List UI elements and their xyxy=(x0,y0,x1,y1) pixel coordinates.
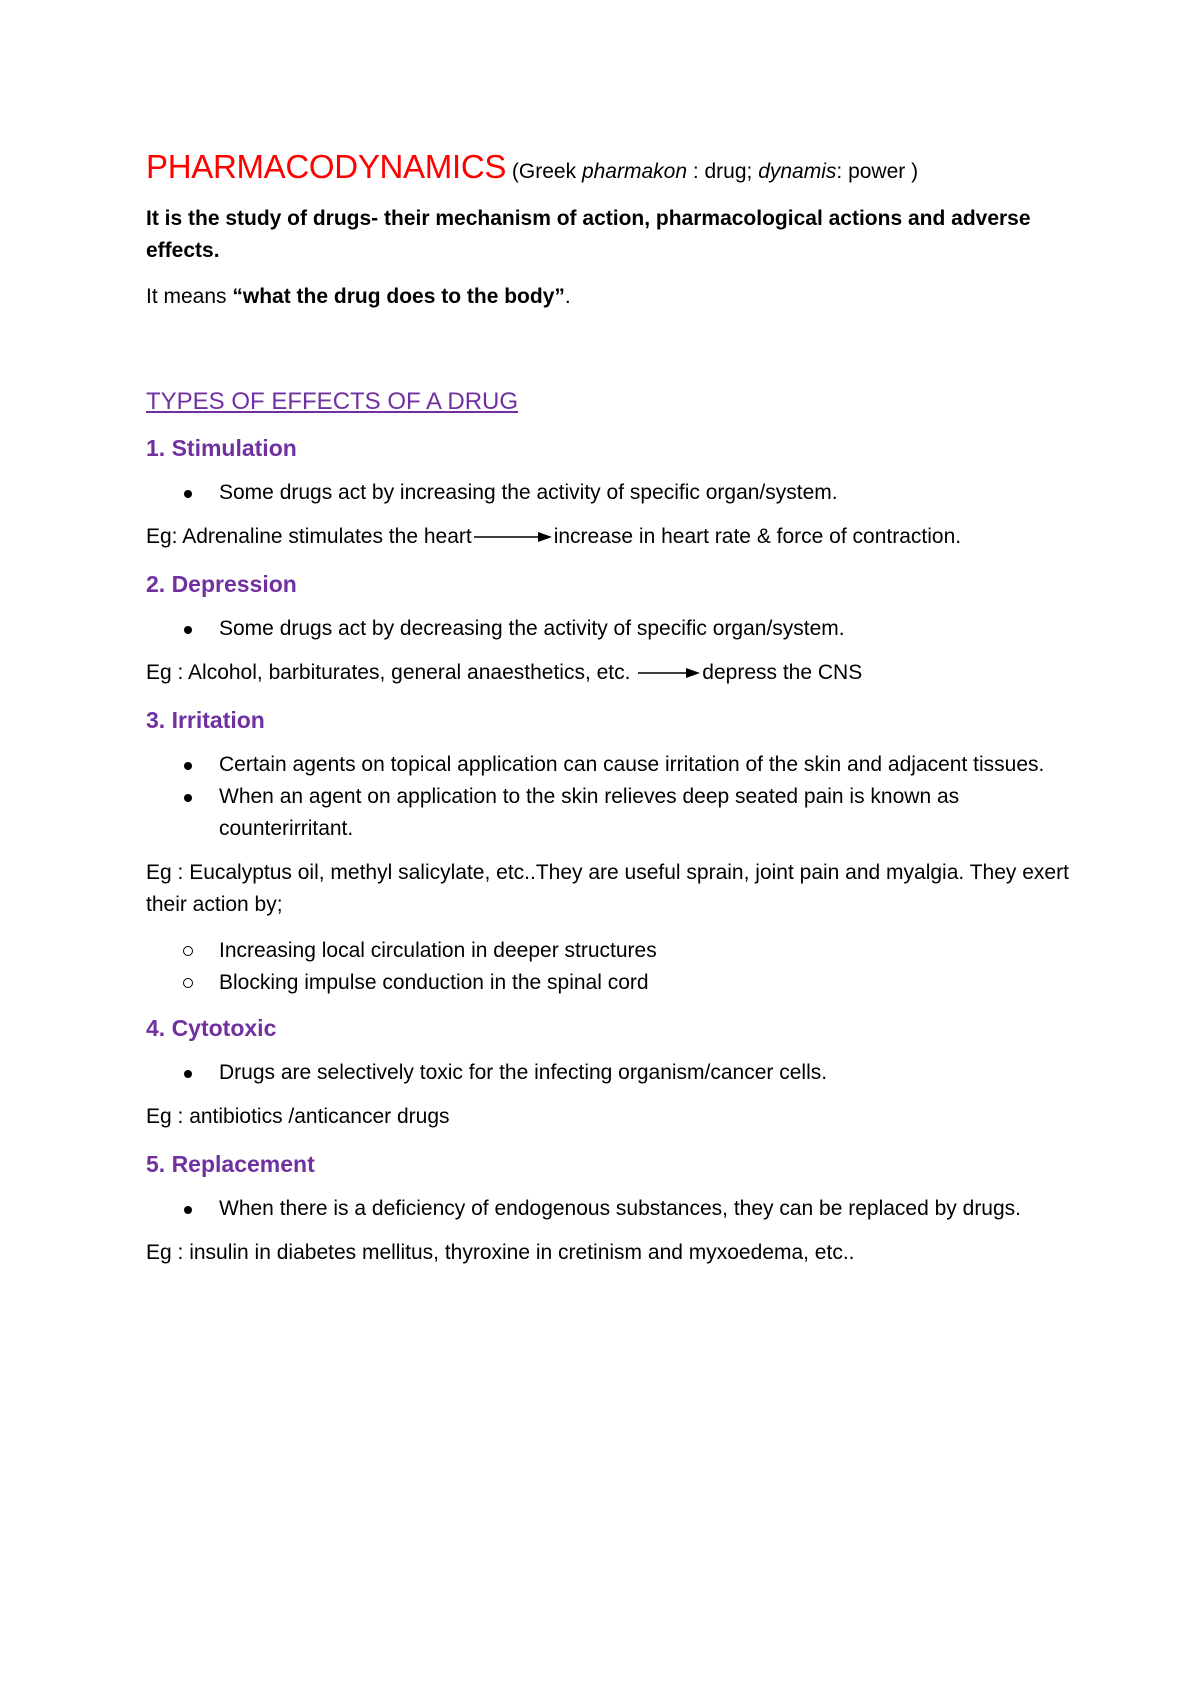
list-item xyxy=(146,613,1076,645)
example-right-text: depress the CNS xyxy=(702,661,863,684)
bullet-list-depression xyxy=(146,613,1076,645)
example-replacement: Eg : insulin in diabetes mellitus, thyroxine in cretinism and myxoedema, etc.. xyxy=(146,1241,855,1264)
heading-cytotoxic: 4. Cytotoxic xyxy=(146,1015,277,1041)
bullet-text: Certain agents on topical application can cause irritation of the skin and adjacent tissues. xyxy=(219,753,1045,776)
title-line xyxy=(146,150,1076,189)
arrow-right-icon xyxy=(474,531,552,543)
bullet-icon xyxy=(184,1070,192,1078)
circle-bullet-icon xyxy=(183,946,193,956)
meaning-line xyxy=(146,281,1076,313)
title-term-pharmakon: pharmakon xyxy=(581,160,687,183)
list-item xyxy=(146,935,1076,967)
bullet-list-stimulation xyxy=(146,477,1076,509)
bullet-list-cytotoxic xyxy=(146,1057,1076,1089)
bullet-icon xyxy=(184,1206,192,1214)
meaning-quote: “what the drug does to the body” xyxy=(232,285,565,308)
title-paren-open: (Greek xyxy=(506,160,582,183)
bullet-list-replacement xyxy=(146,1193,1076,1225)
sub-bullet-text: Increasing local circulation in deeper structures xyxy=(219,939,657,962)
meaning-prefix: It means xyxy=(146,285,233,308)
list-item xyxy=(146,1057,1076,1089)
meaning-suffix: . xyxy=(564,285,571,308)
definition-text: It is the study of drugs- their mechanism of action, pharmacological actions and adverse effects. xyxy=(146,207,1031,262)
bullet-text: Some drugs act by decreasing the activity of specific organ/system. xyxy=(219,617,845,640)
bullet-icon xyxy=(184,490,192,498)
example-left-text: Eg: Adrenaline stimulates the heart xyxy=(146,525,472,548)
bullet-text: When an agent on application to the skin relieves deep seated pain is known as counterirritant. xyxy=(219,785,960,840)
bullet-icon xyxy=(184,794,192,802)
example-cytotoxic: Eg : antibiotics /anticancer drugs xyxy=(146,1105,450,1128)
sub-bullet-text: Blocking impulse conduction in the spinal cord xyxy=(219,971,649,994)
bullet-icon xyxy=(184,626,192,634)
circle-bullet-icon xyxy=(183,978,193,988)
bullet-text: When there is a deficiency of endogenous substances, they can be replaced by drugs. xyxy=(219,1197,1021,1220)
section-heading: TYPES OF EFFECTS OF A DRUG xyxy=(146,388,519,415)
list-item xyxy=(146,749,1076,781)
heading-depression: 2. Depression xyxy=(146,571,297,597)
heading-replacement: 5. Replacement xyxy=(146,1151,315,1177)
bullet-text: Drugs are selectively toxic for the infecting organism/cancer cells. xyxy=(219,1061,828,1084)
example-irritation: Eg : Eucalyptus oil, methyl salicylate, etc..They are useful sprain, joint pain and myalgia. They exert their action by; xyxy=(146,861,1069,916)
list-item xyxy=(146,477,1076,509)
heading-irritation: 3. Irritation xyxy=(146,707,265,733)
sub-bullet-list-irritation xyxy=(146,935,1076,999)
title-sep-2: : power ) xyxy=(836,160,919,183)
page-title: PHARMACODYNAMICS xyxy=(146,148,507,185)
example-stimulation xyxy=(146,521,1076,553)
title-term-dynamis: dynamis xyxy=(758,160,837,183)
example-depression xyxy=(146,657,1076,689)
arrow-right-icon xyxy=(638,667,700,679)
heading-stimulation: 1. Stimulation xyxy=(146,435,297,461)
list-item xyxy=(146,1193,1076,1225)
list-item xyxy=(146,781,1076,845)
bullet-text: Some drugs act by increasing the activity of specific organ/system. xyxy=(219,481,838,504)
list-item xyxy=(146,967,1076,999)
document-content xyxy=(146,150,1076,1283)
example-right-text: increase in heart rate & force of contraction. xyxy=(553,525,962,548)
bullet-list-irritation xyxy=(146,749,1076,845)
title-sep-1: : drug; xyxy=(687,160,759,183)
bullet-icon xyxy=(184,762,192,770)
example-left-text: Eg : Alcohol, barbiturates, general anaesthetics, etc. xyxy=(146,661,637,684)
